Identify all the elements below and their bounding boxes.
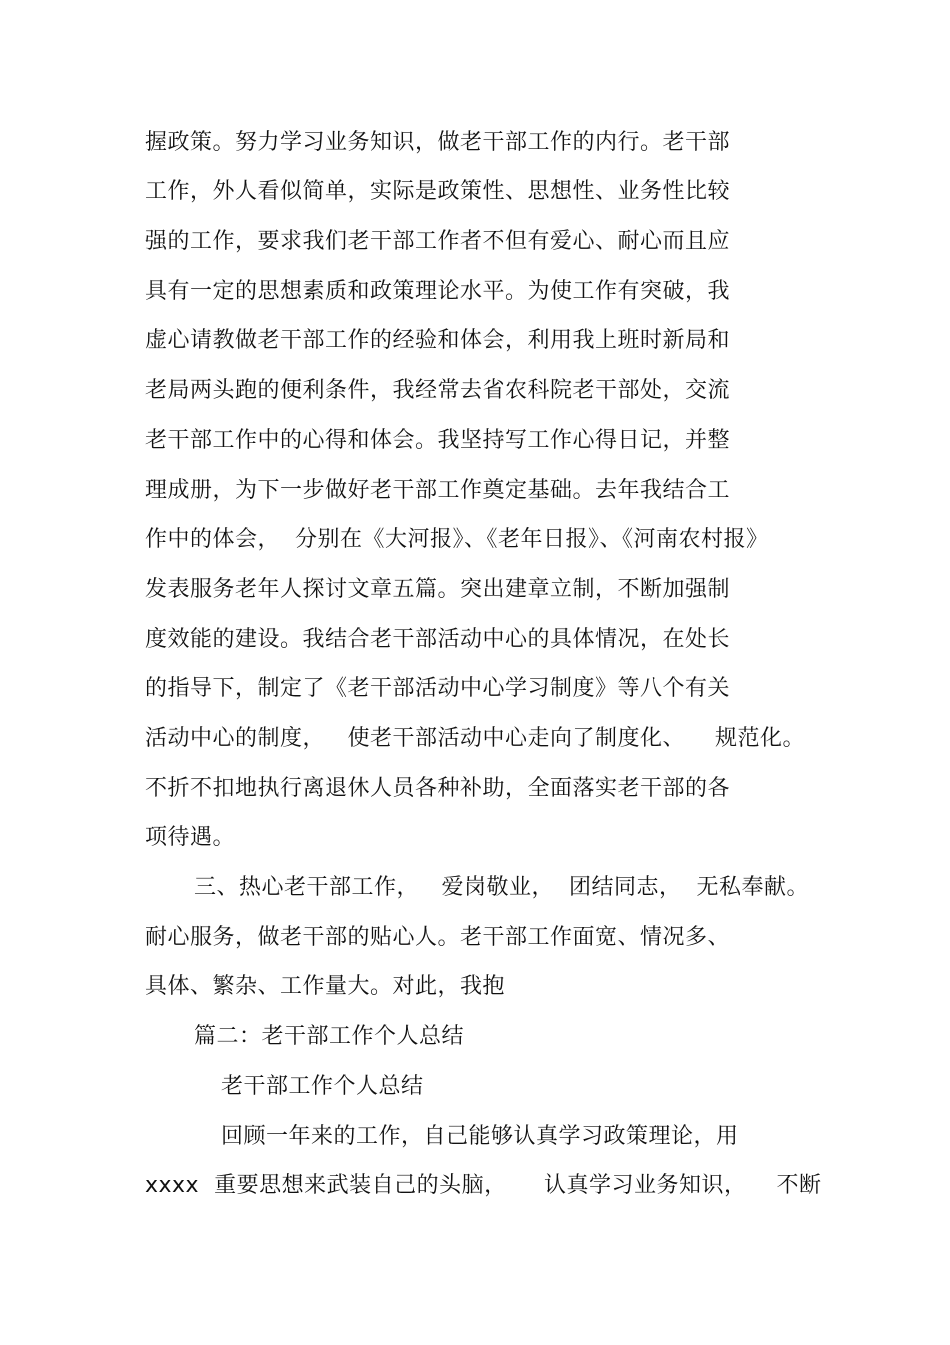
- body-text-line: 的指导下，制定了《老干部活动中心学习制度》等八个有关: [145, 676, 731, 701]
- body-text-line: 项待遇。: [145, 825, 236, 850]
- document-title: 老干部工作个人总结: [221, 1074, 424, 1099]
- body-text-line: 理成册，为下一步做好老干部工作奠定基础。去年我结合工: [145, 478, 731, 503]
- body-text-line: 虚心请教做老干部工作的经验和体会，利用我上班时新局和: [145, 328, 731, 353]
- section-heading: 篇二：老干部工作个人总结: [194, 1024, 465, 1049]
- body-text-line: 活动中心的制度， 使老干部活动中心走向了制度化、 规范化。: [145, 726, 805, 751]
- body-text-line: 不折不扣地执行离退休人员各种补助，全面落实老干部的各: [145, 776, 731, 801]
- body-text-line: 工作，外人看似简单，实际是政策性、思想性、业务性比较: [145, 179, 731, 204]
- body-text-line: 强的工作，要求我们老干部工作者不但有爱心、耐心而且应: [145, 229, 731, 254]
- body-text-line: 耐心服务，做老干部的贴心人。老干部工作面宽、情况多、: [145, 925, 731, 950]
- paragraph-start-line: 回顾一年来的工作，自己能够认真学习政策理论，用: [221, 1124, 739, 1149]
- body-text-line: 作中的体会， 分别在《大河报》、《老年日报》、《河南农村报》: [145, 527, 769, 552]
- body-text-line: xxxx 重要思想来武装自己的头脑， 认真学习业务知识， 不断: [145, 1173, 822, 1198]
- body-text-line: 老干部工作中的心得和体会。我坚持写工作心得日记，并整: [145, 428, 731, 453]
- body-text-line: 老局两头跑的便利条件，我经常去省农科院老干部处，交流: [145, 378, 731, 403]
- body-text-line: 具体、繁杂、工作量大。对此，我抱: [145, 974, 506, 999]
- paragraph-start-line: 三、热心老干部工作， 爱岗敬业， 团结同志， 无私奉献。: [194, 875, 809, 900]
- body-text-line: 具有一定的思想素质和政策理论水平。为使工作有突破，我: [145, 279, 731, 304]
- body-text-line: 握政策。努力学习业务知识，做老干部工作的内行。老干部: [145, 130, 731, 155]
- body-text-line: 发表服务老年人探讨文章五篇。突出建章立制，不断加强制: [145, 577, 731, 602]
- body-text-line: 度效能的建设。我结合老干部活动中心的具体情况，在处长: [145, 627, 731, 652]
